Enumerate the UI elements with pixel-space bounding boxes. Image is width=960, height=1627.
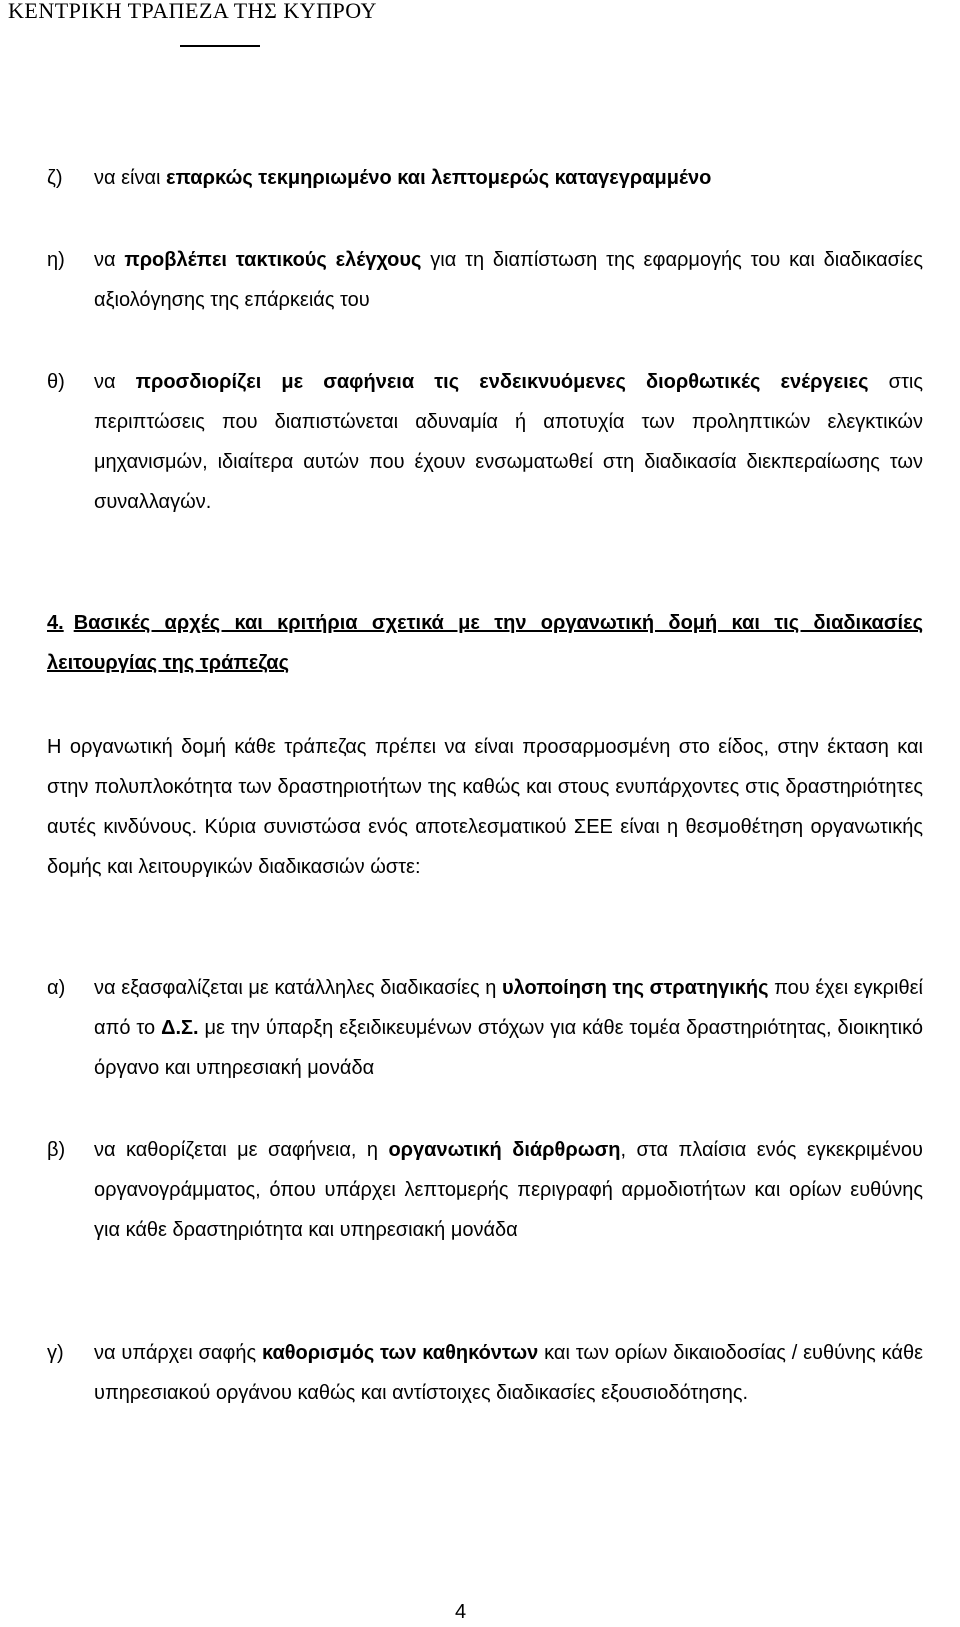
list-item-label: θ)	[47, 371, 65, 393]
emphasis-text: καθορισμός των καθηκόντων	[261, 1342, 539, 1364]
text-run: να είναι	[94, 167, 167, 189]
page-number: 4	[455, 1601, 467, 1623]
text-run: που έχει εγκριθεί από το	[94, 977, 923, 1039]
section-heading	[47, 603, 923, 683]
list-item-text	[94, 1130, 923, 1250]
list-item-text	[94, 158, 923, 198]
text-run: να καθορίζεται με σαφήνεια, η	[94, 1139, 389, 1161]
text-run: να	[94, 371, 136, 393]
list-item-text	[94, 1333, 923, 1413]
emphasis-text: προσδιορίζει με σαφήνεια τις ενδεικνυόμενες διορθωτικές ενέργειες	[135, 371, 869, 393]
emphasis-text: επαρκώς τεκμηριωμένο και λεπτομερώς καταγεγραμμένο	[166, 167, 712, 189]
text-run: με την ύπαρξη εξειδικευμένων στόχων για κάθε τομέα δραστηριότητας, διοικητικό όργανο και υπηρεσιακή μονάδα	[94, 1017, 923, 1079]
text-run: να	[94, 249, 125, 271]
emphasis-text: προβλέπει τακτικούς ελέγχους	[124, 249, 422, 271]
list-item-label: β)	[47, 1139, 66, 1161]
list-item-text	[94, 362, 923, 522]
text-run: και των ορίων δικαιοδοσίας / ευθύνης κάθε υπηρεσιακού οργάνου καθώς και αντίστοιχες διαδικασίες εξουσιοδότησης.	[94, 1342, 923, 1404]
emphasis-text: οργανωτική διάρθρωση	[388, 1139, 621, 1161]
list-item-theta	[47, 362, 923, 522]
header-rule	[180, 45, 260, 47]
text-run: , στα πλαίσια ενός εγκεκριμένου οργανογράμματος, όπου υπάρχει λεπτομερής περιγραφή αρμοδιοτήτων και ορίων ευθύνης για κάθε δραστηριότητα και υπηρεσιακή μονάδα	[94, 1139, 923, 1241]
list-item-beta	[47, 1130, 923, 1250]
body-paragraph: Η οργανωτική δομή κάθε τράπεζας πρέπει να είναι προσαρμοσμένη στο είδος, στην έκταση και στην πολυπλοκότητα των δραστηριοτήτων της καθώς και στους ενυπάρχοντες στις δραστηριότητες αυτές κινδύνους. Κύρια συνιστώσα ενός αποτελεσματικού ΣΕΕ είναι η θεσμοθέτηση οργανωτικής δομής και λειτουργικών διαδικασιών ώστε:	[47, 736, 923, 878]
list-item-label: γ)	[47, 1342, 64, 1364]
text-run: να υπάρχει σαφής	[94, 1342, 262, 1364]
emphasis-text: υλοποίηση της στρατηγικής	[502, 977, 769, 999]
list-item-text	[94, 968, 923, 1088]
document-header: ΚΕΝΤΡΙΚΗ ΤΡΑΠΕΖΑ ΤΗΣ ΚΥΠΡΟΥ	[8, 0, 377, 23]
list-item-text	[94, 240, 923, 320]
list-item-eta	[47, 240, 923, 320]
text-run: να εξασφαλίζεται με κατάλληλες διαδικασίες η	[94, 977, 503, 999]
section-number: 4.	[47, 612, 64, 634]
text-run: στις περιπτώσεις που διαπιστώνεται αδυναμία ή αποτυχία των προληπτικών ελεγκτικών μηχανισμών, ιδιαίτερα αυτών που έχουν ενσωματωθεί στη διαδικασία διεκπεραίωσης των συναλλαγών.	[94, 371, 923, 513]
section-title-text: Βασικές αρχές και κριτήρια σχετικά με την οργανωτική δομή και τις διαδικασίες λειτουργίας της τράπεζας	[47, 612, 923, 674]
list-item-label: ζ)	[47, 167, 63, 189]
text-run: για τη διαπίστωση της εφαρμογής του και διαδικασίες αξιολόγησης της επάρκειάς του	[94, 249, 924, 311]
list-item-alpha	[47, 968, 923, 1088]
list-item-gamma	[47, 1333, 923, 1413]
emphasis-text: Δ.Σ.	[161, 1017, 199, 1039]
list-item-label: α)	[47, 977, 66, 999]
list-item-label: η)	[47, 249, 65, 271]
list-item-zeta	[47, 158, 923, 198]
